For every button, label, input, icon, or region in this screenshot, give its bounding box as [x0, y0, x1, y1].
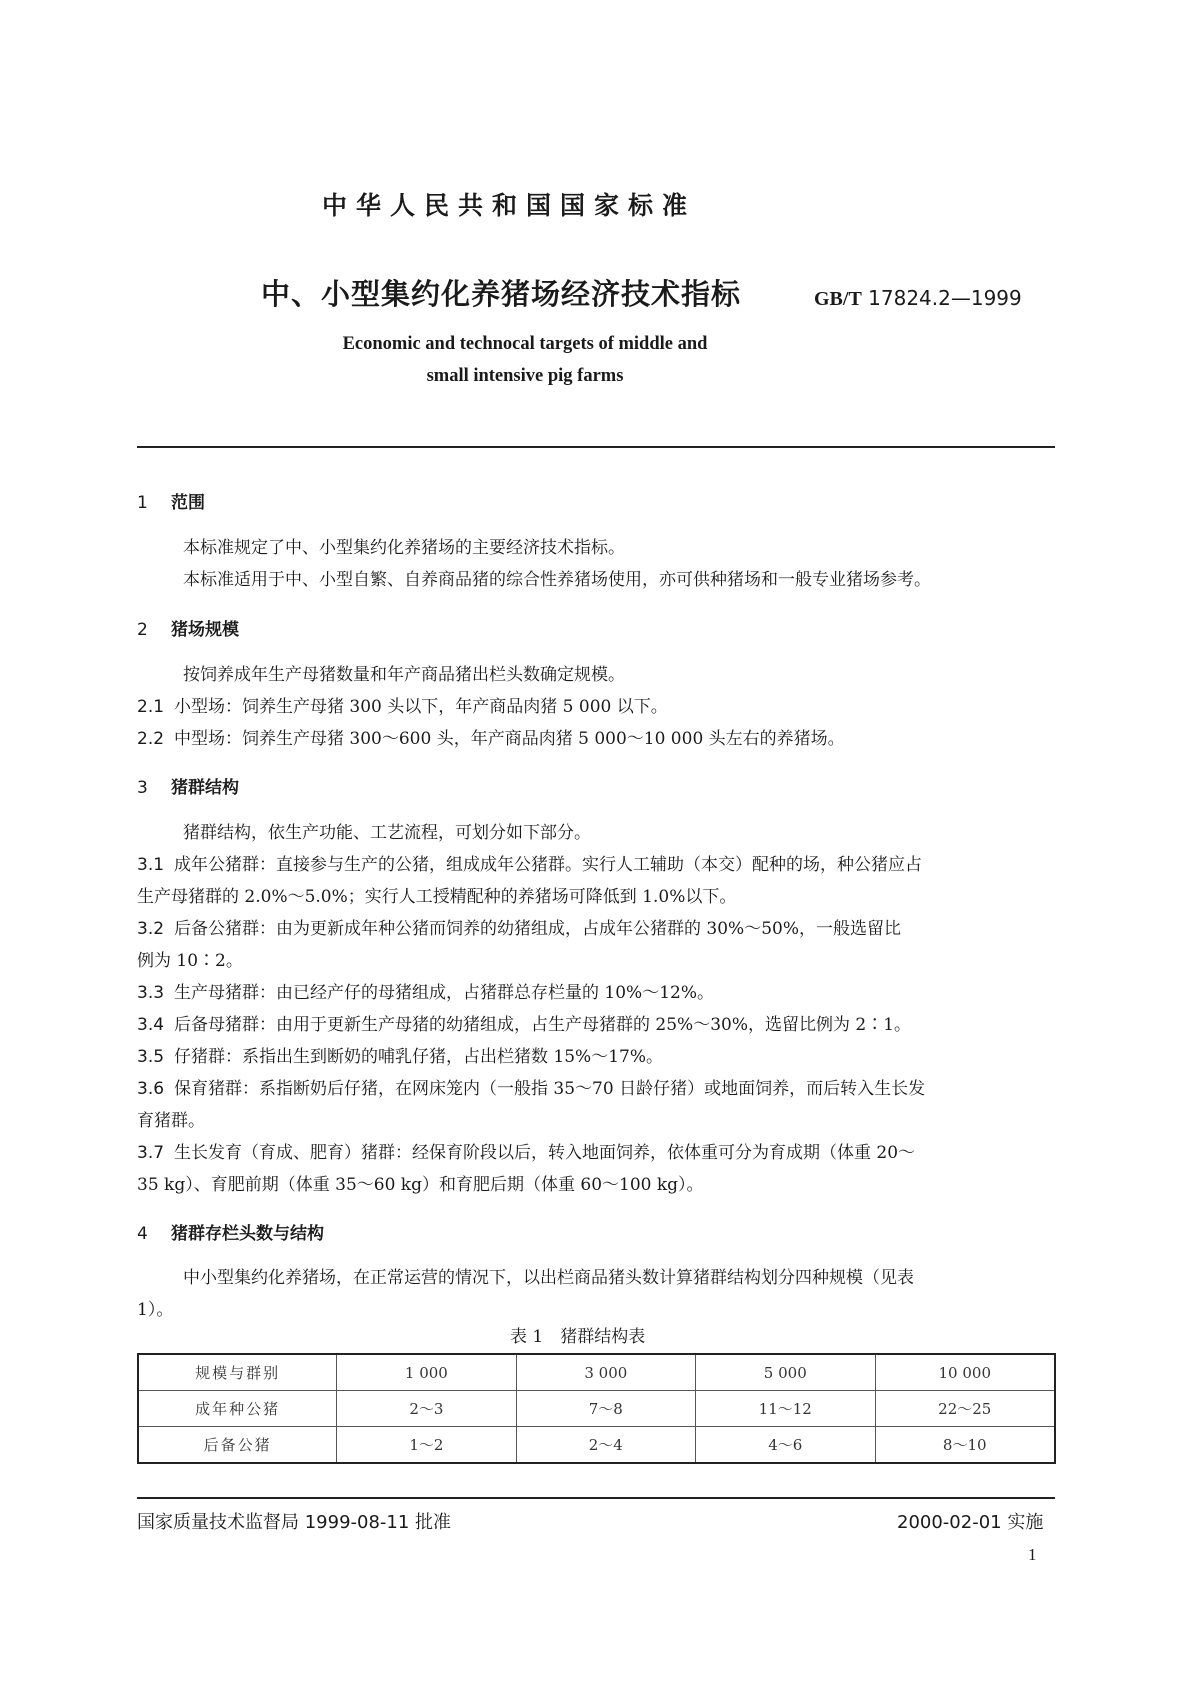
- standard-number-prefix: GB/T: [814, 288, 862, 310]
- table-cell: 后备公猪: [138, 1427, 337, 1464]
- standard-number: [814, 286, 1022, 311]
- table-cell: 2～3: [337, 1391, 516, 1427]
- table-cell: 7～8: [516, 1391, 695, 1427]
- table-cell: 11～12: [696, 1391, 875, 1427]
- section-2-heading: 2 猪场规模: [137, 620, 239, 640]
- section-4-intro-cont: 1）。: [137, 1300, 174, 1320]
- document-title-en-line1: Economic and technocal targets of middle and: [342, 334, 708, 354]
- herd-structure-table: [137, 1353, 1056, 1464]
- section-2-intro: 按饲养成年生产母猪数量和年产商品猪出栏头数确定规模。: [183, 665, 625, 685]
- table-cell: 1～2: [337, 1427, 516, 1464]
- clause-3-3: 3.3 生产母猪群：由已经产仔的母猪组成，占猪群总存栏量的 10%～12%。: [137, 983, 714, 1003]
- clause-3-7-cont: 35 kg）、育肥前期（体重 35～60 kg）和育肥后期（体重 60～100 kg）。: [137, 1175, 704, 1195]
- section-4-intro: 中小型集约化养猪场，在正常运营的情况下，以出栏商品猪头数计算猪群结构划分四种规模（见表: [183, 1268, 914, 1288]
- footer-divider: [137, 1497, 1055, 1499]
- table-row: [138, 1427, 1055, 1464]
- clause-2-1: 2.1 小型场：饲养生产母猪 300 头以下，年产商品肉猪 5 000 以下。: [137, 697, 668, 717]
- clause-3-2: 3.2 后备公猪群：由为更新成年种公猪而饲养的幼猪组成，占成年公猪群的 30%～50%，一般选留比: [137, 919, 901, 939]
- clause-3-4: 3.4 后备母猪群：由用于更新生产母猪的幼猪组成，占生产母猪群的 25%～30%，选留比例为 2∶1。: [137, 1015, 912, 1035]
- document-title-cn: 中、小型集约化养猪场经济技术指标: [261, 277, 742, 311]
- section-1-paragraph-2: 本标准适用于中、小型自繁、自养商品猪的综合性养猪场使用，亦可供种猪场和一般专业猪场参考。: [183, 570, 931, 590]
- table-cell: 8～10: [875, 1427, 1055, 1464]
- table-cell: 4～6: [696, 1427, 875, 1464]
- table-header-cell: 1 000: [337, 1354, 516, 1391]
- section-3-intro: 猪群结构，依生产功能、工艺流程，可划分如下部分。: [183, 823, 591, 843]
- approval-date: 国家质量技术监督局 1999-08-11 批准: [137, 1512, 452, 1533]
- document-title-en-line2: small intensive pig farms: [426, 366, 624, 386]
- clause-3-1-cont: 生产母猪群的 2.0%～5.0%；实行人工授精配种的养猪场可降低到 1.0%以下。: [137, 887, 737, 907]
- table-header-cell: 10 000: [875, 1354, 1055, 1391]
- implementation-date: 2000-02-01 实施: [897, 1512, 1044, 1533]
- standard-number-value: 17824.2—1999: [868, 286, 1022, 310]
- section-1-heading: 1 范围: [137, 493, 205, 513]
- national-standard-label: 中华人民共和国国家标准: [322, 191, 697, 220]
- table-header-row: [138, 1354, 1055, 1391]
- section-1-paragraph-1: 本标准规定了中、小型集约化养猪场的主要经济技术指标。: [183, 538, 625, 558]
- header-divider: [137, 446, 1055, 448]
- clause-3-7: 3.7 生长发育（育成、肥育）猪群：经保育阶段以后，转入地面饲养，依体重可分为育成期（体重 20～: [137, 1143, 916, 1163]
- clause-3-6-cont: 育猪群。: [137, 1111, 205, 1131]
- table-row: [138, 1391, 1055, 1427]
- clause-3-2-cont: 例为 10∶2。: [137, 951, 243, 971]
- table-cell: 22～25: [875, 1391, 1055, 1427]
- page-number: 1: [1028, 1545, 1037, 1564]
- table-cell: 成年种公猪: [138, 1391, 337, 1427]
- table-header-cell: 规模与群别: [138, 1354, 337, 1391]
- table-cell: 2～4: [516, 1427, 695, 1464]
- table-header-cell: 3 000: [516, 1354, 695, 1391]
- table-header-cell: 5 000: [696, 1354, 875, 1391]
- section-4-heading: 4 猪群存栏头数与结构: [137, 1224, 324, 1244]
- clause-2-2: 2.2 中型场：饲养生产母猪 300～600 头，年产商品肉猪 5 000～10 000 头左右的养猪场。: [137, 729, 845, 749]
- clause-3-6: 3.6 保育猪群：系指断奶后仔猪，在网床笼内（一般指 35～70 日龄仔猪）或地面饲养，而后转入生长发: [137, 1079, 926, 1099]
- section-3-heading: 3 猪群结构: [137, 778, 239, 798]
- table-1-caption: 表 1 猪群结构表: [510, 1327, 646, 1347]
- clause-3-5: 3.5 仔猪群：系指出生到断奶的哺乳仔猪，占出栏猪数 15%～17%。: [137, 1047, 663, 1067]
- clause-3-1: 3.1 成年公猪群：直接参与生产的公猪，组成成年公猪群。实行人工辅助（本交）配种的场，种公猪应占: [137, 855, 922, 875]
